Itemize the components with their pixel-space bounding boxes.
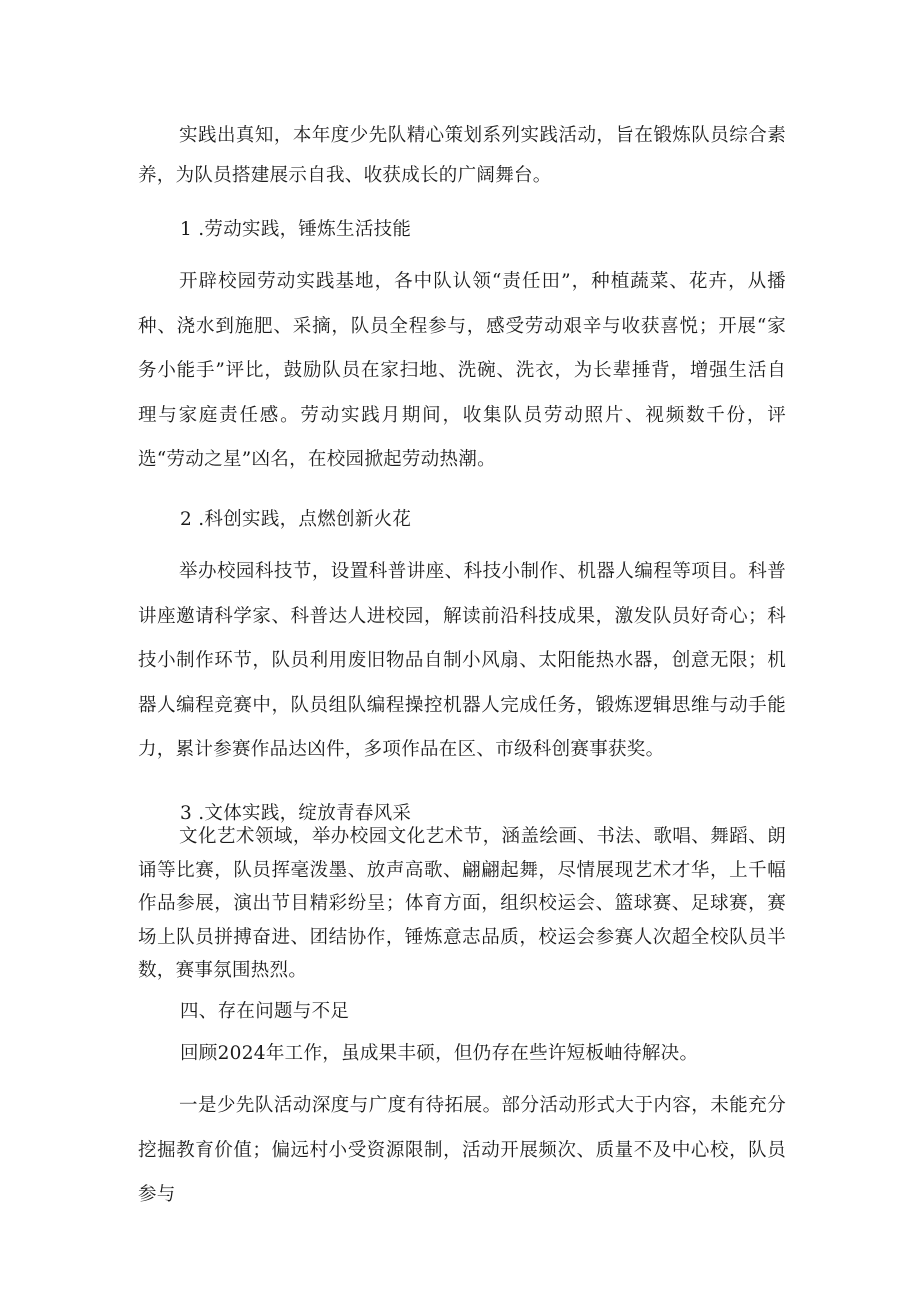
section-heading-science: 2 .科创实践，点燃创新火花 (180, 509, 412, 530)
section-heading-issues: 四、存在问题与不足 (180, 1001, 350, 1022)
section-heading-labor: 1 .劳动实践，锤炼生活技能 (180, 219, 412, 240)
issues-point-one: 一是少先队活动深度与广度有待拓展。部分活动形式大于内容，未能充分挖掘教育价值；偏远村小受资源限制，活动开展频次、质量不及中心校，队员参与 (138, 1095, 786, 1205)
section-body-arts: 文化艺术领域，举办校园文化艺术节，涵盖绘画、书法、歌唱、舞蹈、朗诵等比赛，队员挥毫泼墨、放声高歌、翩翩起舞，尽情展现艺术才华，上千幅作品参展，演出节目精彩纷呈；体育方面，组织校运会、篮球赛、足球赛，赛场上队员拼搏奋进、团结协作，锤炼意志品质，校运会参赛人次超全校队员半数，赛事氛围热烈。 (138, 826, 786, 981)
section-body-science: 举办校园科技节，设置科普讲座、科技小制作、机器人编程等项目。科普讲座邀请科学家、科普达人进校园，解读前沿科技成果，激发队员好奇心；科技小制作环节，队员利用废旧物品自制小风扇、太阳能热水器，创意无限；机器人编程竞赛中，队员组队编程操控机器人完成任务，锻炼逻辑思维与动手能力，累计参赛作品达凶件，多项作品在区、市级科创赛事获奖。 (138, 561, 786, 760)
section-heading-arts: 3 .文体实践，绽放青春风采 (180, 803, 412, 824)
section-body-labor: 开辟校园劳动实践基地，各中队认领“责任田”，种植蔬菜、花卉，从播种、浇水到施肥、采摘，队员全程参与，感受劳动艰辛与收获喜悦；开展“家务小能手”评比，鼓励队员在家扫地、洗碗、洗衣，为长辈捶背，增强生活自理与家庭责任感。劳动实践月期间，收集队员劳动照片、视频数千份，评选“劳动之星”凶名，在校园掀起劳动热潮。 (138, 271, 786, 470)
issues-intro-paragraph: 回顾2024年工作，虽成果丰硕，但仍存在些许短板岫待解决。 (180, 1043, 699, 1064)
intro-paragraph: 实践出真知，本年度少先队精心策划系列实践活动，旨在锻炼队员综合素养，为队员搭建展示自我、收获成长的广阔舞台。 (138, 125, 786, 186)
